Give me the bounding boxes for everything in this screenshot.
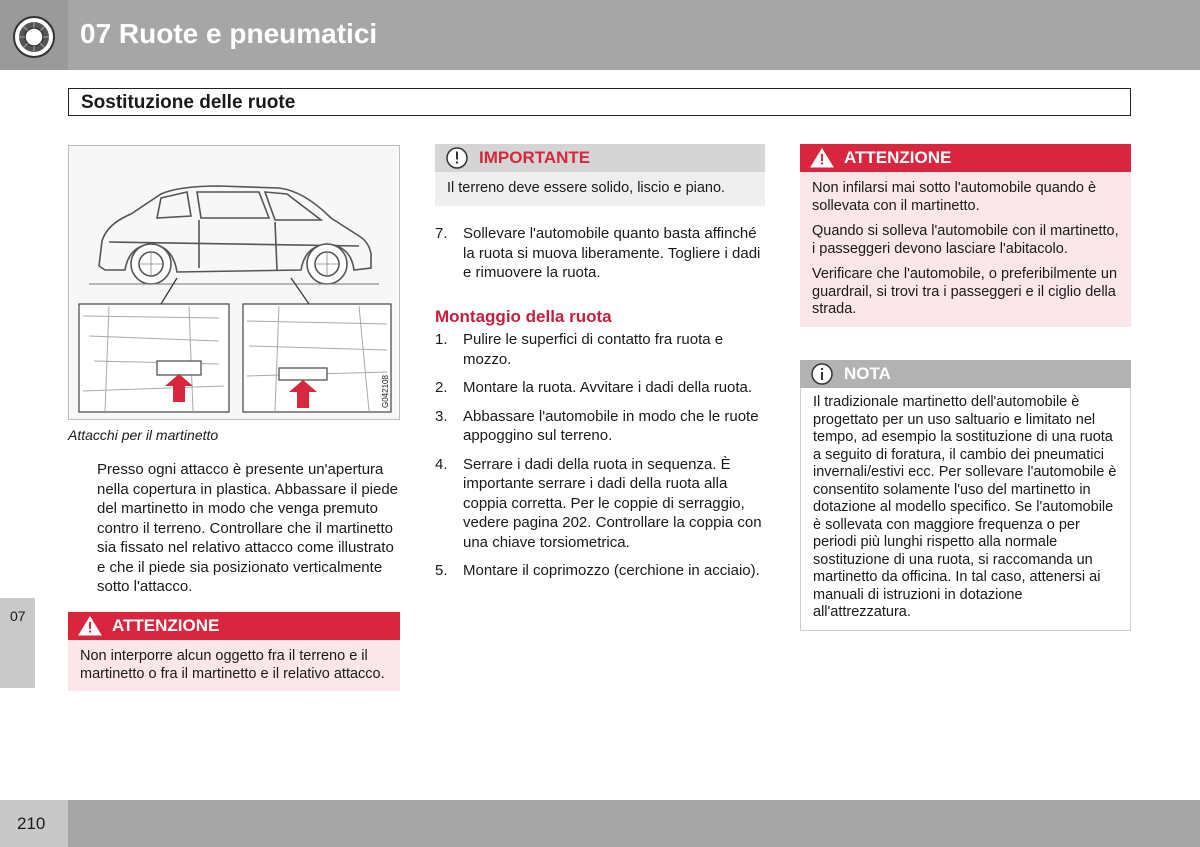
subheading-wheel-mounting: Montaggio della ruota [435, 307, 612, 326]
step-number: 2. [435, 379, 448, 396]
important-header [435, 144, 765, 172]
page-number: 210 [17, 814, 46, 833]
step-number: 7. [435, 225, 448, 242]
step-number: 4. [435, 455, 448, 473]
info-icon [800, 360, 844, 388]
warning-triangle-icon [68, 612, 112, 640]
note-box [800, 360, 1131, 631]
warning-box-right [800, 144, 1131, 327]
list-item [435, 561, 770, 581]
tire-icon [12, 15, 56, 59]
warning-header [68, 612, 400, 640]
chapter-tab-label: 07 [10, 608, 26, 624]
step-text: Serrare i dadi della ruota in sequenza. È importante serrare i dadi della ruota alla coppia corretta. Per le coppie di serraggio, vedere pagina 202. Controllare la coppia con una chiave torsiometrica. [463, 455, 762, 551]
note-label: NOTA [844, 364, 891, 383]
warning-paragraph: Verificare che l'automobile, o preferibilmente un guardrail, si trovi tra i passeggeri e il ciglio della strada. [812, 266, 1118, 317]
chapter-title: 07 Ruote e pneumatici [80, 18, 378, 49]
footer-bar [68, 800, 1200, 847]
warning-label: ATTENZIONE [844, 148, 952, 167]
warning-label: ATTENZIONE [112, 616, 220, 635]
note-header [800, 360, 1131, 388]
page-footer [0, 800, 1200, 847]
list-item [435, 378, 770, 398]
attachment-paragraph: Presso ogni attacco è presente un'apertura nella copertura in plastica. Abbassare il piede del martinetto in modo che venga premuto contro il terreno. Controllare che il martinetto sia fissato nel relativo attacco come illustrato e che il piede sia posizionato verticalmente sotto l'attacco. [97, 461, 399, 595]
warning-text: Non interporre alcun oggetto fra il terreno e il martinetto o fra il martinetto e il relativo attacco. [68, 640, 400, 691]
note-text: Il tradizionale martinetto dell'automobile è progettato per un uso saltuario e limitato nel tempo, ad esempio la sostituzione di una ruota a seguito di foratura, il cambio dei pneumatici invernali/estivi ecc. Per sollevare l'automobile è consentito solamente l'uso del martinetto in dotazione al modello specifico. Se l'automobile è sollevata con maggiore frequenza o per periodi più lunghi rispetto alla normale sostituzione di una ruota, si raccomanda un martinetto da officina. In tal caso, attenersi ai manuali di istruzioni in dotazione all'attrezzatura. [800, 388, 1131, 631]
section-title: Sostituzione delle ruote [68, 88, 1131, 116]
warning-body [800, 172, 1131, 327]
jack-attachment-figure [68, 145, 400, 420]
list-item [435, 455, 770, 553]
step-text: Abbassare l'automobile in modo che le ruote appoggino sul terreno. [463, 407, 759, 444]
step-number: 3. [435, 407, 448, 425]
step-7 [435, 224, 770, 292]
important-box [435, 144, 765, 206]
warning-paragraph: Quando si solleva l'automobile con il martinetto, i passeggeri devono lasciare l'abitacolo. [812, 223, 1119, 257]
warning-paragraph: Non infilarsi mai sotto l'automobile quando è sollevata con il martinetto. [812, 180, 1097, 214]
warning-header [800, 144, 1131, 172]
mounting-steps-list [435, 330, 770, 590]
important-text: Il terreno deve essere solido, liscio e piano. [435, 172, 765, 206]
figure-caption: Attacchi per il martinetto [68, 427, 219, 443]
list-item [435, 407, 770, 446]
header-icon-block [0, 0, 68, 70]
page-header [0, 0, 1200, 70]
important-label: IMPORTANTE [479, 148, 591, 167]
step-text: Montare il coprimozzo (cerchione in acciaio). [463, 562, 760, 579]
figure-code: G042108 [381, 375, 390, 408]
step-text: Montare la ruota. Avvitare i dadi della ruota. [463, 379, 753, 396]
step-text: Sollevare l'automobile quanto basta affinché la ruota si muova liberamente. Togliere i dadi e rimuovere la ruota. [463, 225, 761, 281]
step-number: 1. [435, 331, 448, 348]
list-item [435, 330, 770, 369]
exclamation-icon [435, 144, 479, 172]
warning-box-left [68, 612, 400, 691]
step-number: 5. [435, 562, 448, 579]
step-text: Pulire le superfici di contatto fra ruota e mozzo. [463, 331, 724, 368]
car-illustration [69, 146, 399, 419]
warning-triangle-icon [800, 144, 844, 172]
chapter-tab [0, 598, 35, 688]
